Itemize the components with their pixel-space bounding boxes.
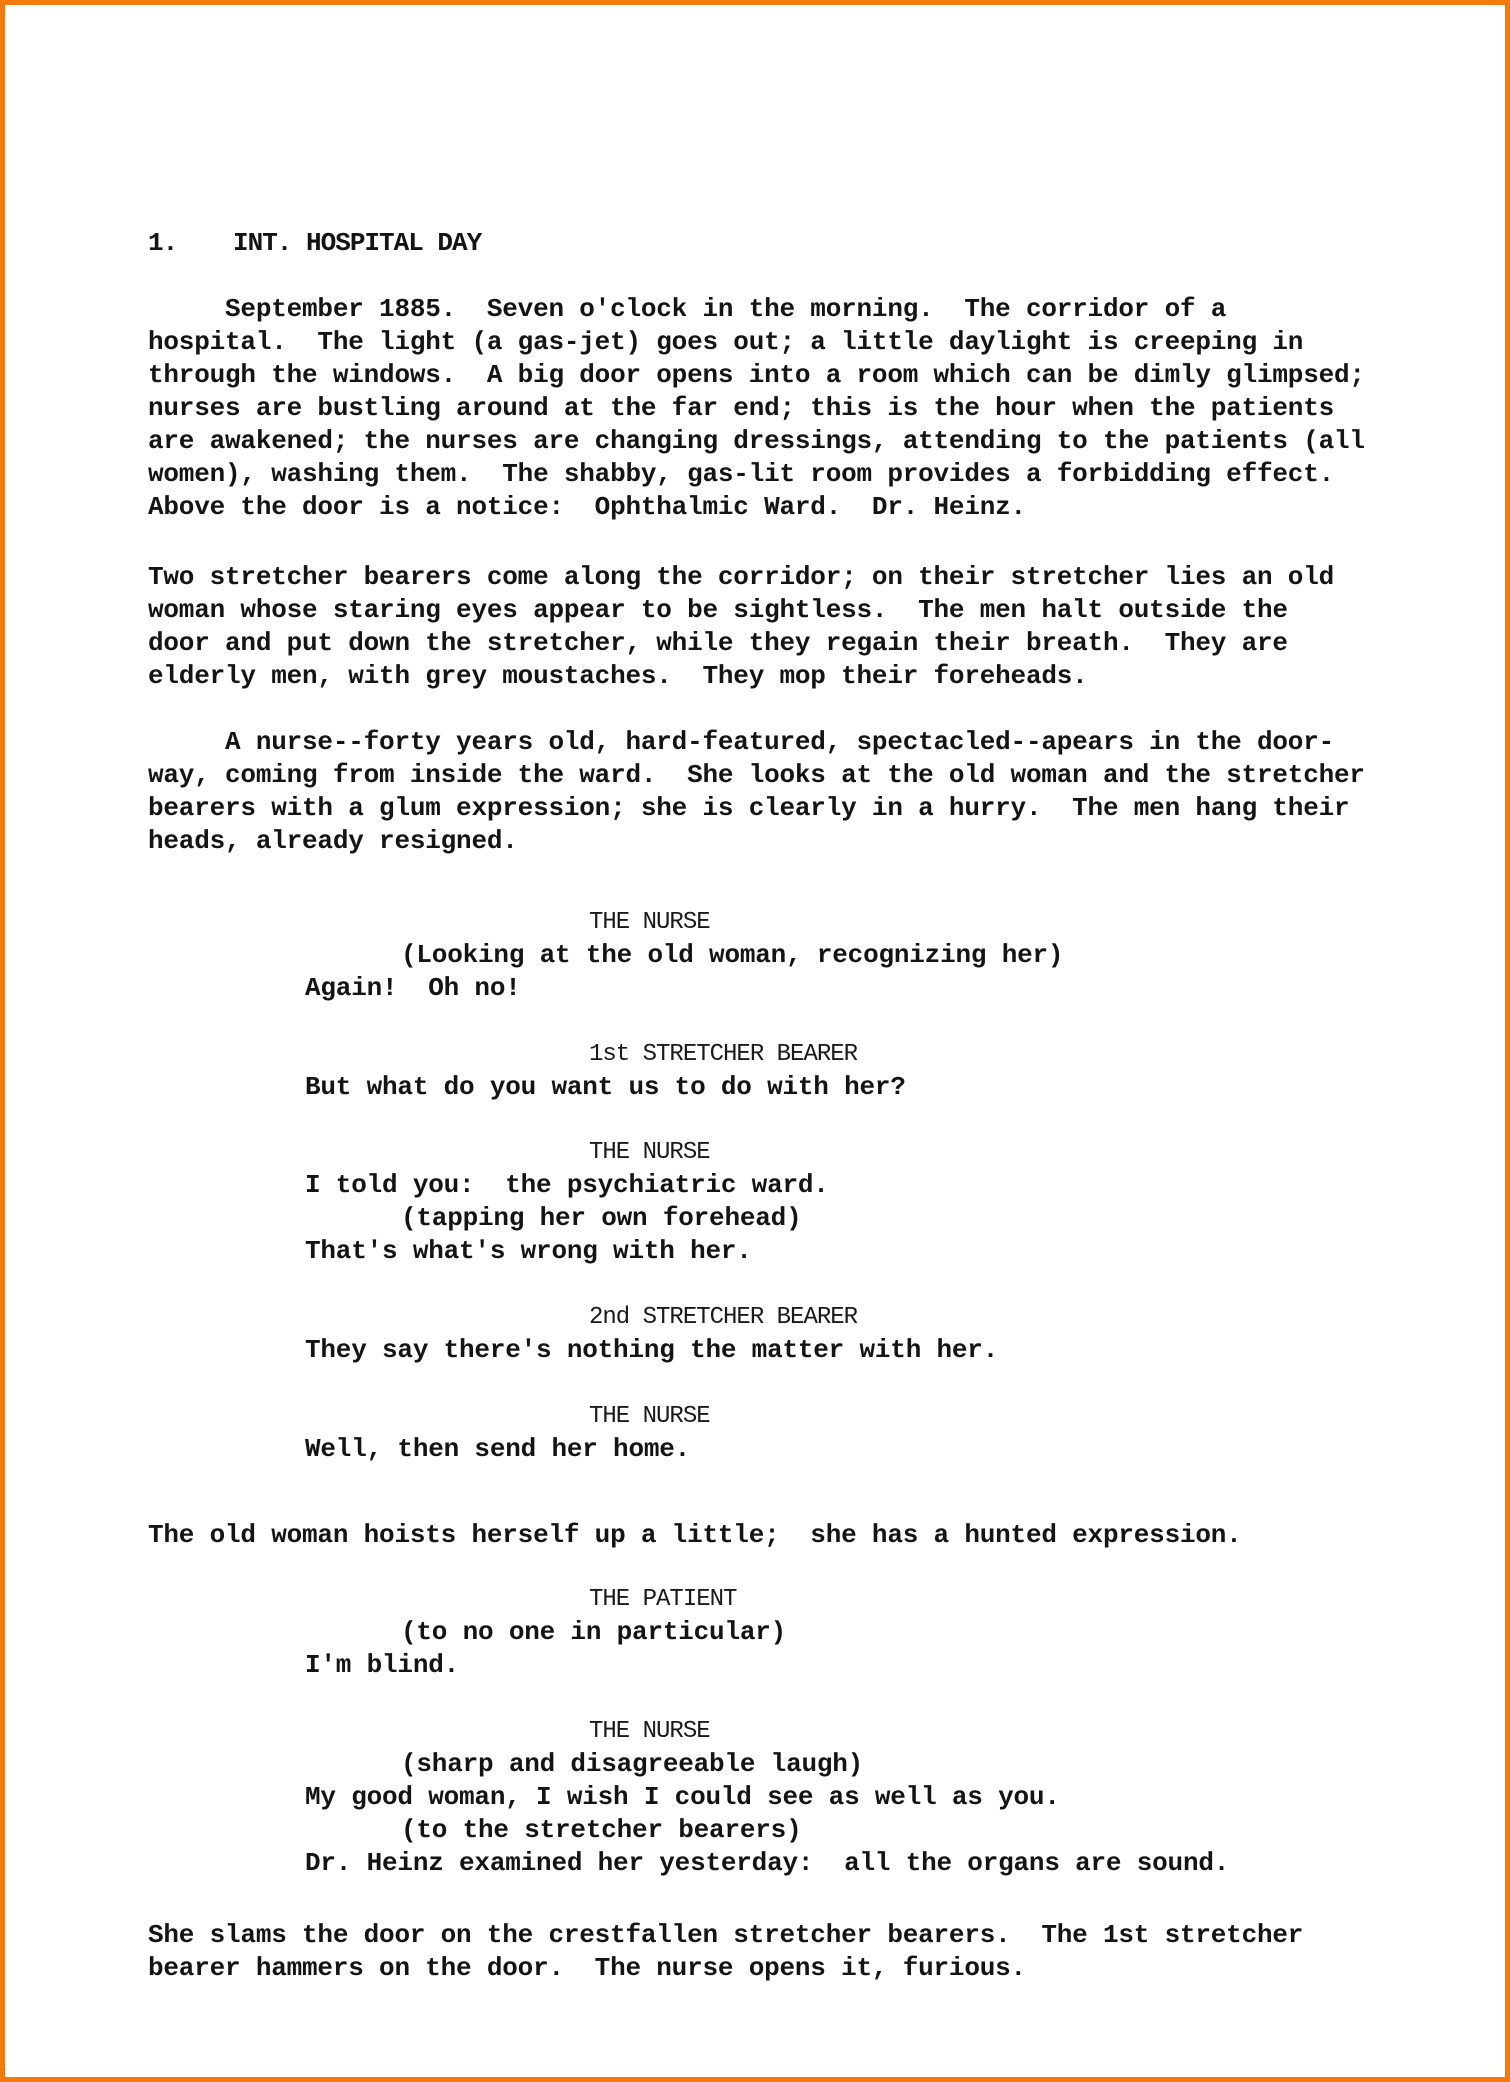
action-line: Above the door is a notice: Ophthalmic Ward. Dr. Heinz. [148, 492, 1026, 522]
character-cue: THE NURSE [589, 909, 710, 936]
parenthetical: (tapping her own forehead) [401, 1203, 802, 1233]
character-cue: THE PATIENT [589, 1586, 737, 1613]
action-line: nurses are bustling around at the far end; this is the hour when the patients [148, 393, 1334, 423]
character-cue: 1st STRETCHER BEARER [589, 1041, 858, 1068]
dialogue-line: I'm blind. [305, 1650, 460, 1680]
parenthetical: (Looking at the old woman, recognizing her) [401, 940, 1064, 970]
action-line: September 1885. Seven o'clock in the morning. The corridor of a [148, 294, 1227, 324]
action-line: women), washing them. The shabby, gas-lit room provides a forbidding effect. [148, 459, 1334, 489]
action-line: woman whose staring eyes appear to be sightless. The men halt outside the [148, 595, 1288, 625]
action-line: bearer hammers on the door. The nurse opens it, furious. [148, 1953, 1026, 1983]
dialogue-line: Dr. Heinz examined her yesterday: all the organs are sound. [305, 1848, 1230, 1878]
character-cue: THE NURSE [589, 1403, 710, 1430]
action-line: door and put down the stretcher, while they regain their breath. They are [148, 628, 1288, 658]
action-line: are awakened; the nurses are changing dressings, attending to the patients (all [148, 426, 1365, 456]
action-line: elderly men, with grey moustaches. They mop their foreheads. [148, 661, 1088, 691]
dialogue-line: But what do you want us to do with her? [305, 1072, 906, 1102]
scene-number: 1. [148, 228, 178, 258]
action-line: hospital. The light (a gas-jet) goes out; a little daylight is creeping in [148, 327, 1304, 357]
character-cue: 2nd STRETCHER BEARER [589, 1304, 858, 1331]
dialogue-line: Again! Oh no! [305, 973, 521, 1003]
action-line: way, coming from inside the ward. She looks at the old woman and the stretcher [148, 760, 1365, 790]
parenthetical: (to the stretcher bearers) [401, 1815, 802, 1845]
parenthetical: (sharp and disagreeable laugh) [401, 1749, 864, 1779]
dialogue-line: They say there's nothing the matter with her. [305, 1335, 999, 1365]
action-line: A nurse--forty years old, hard-featured, spectacled--apears in the door- [148, 727, 1334, 757]
scene-heading: INT. HOSPITAL DAY [233, 228, 482, 258]
dialogue-line: Well, then send her home. [305, 1434, 691, 1464]
action-line: bearers with a glum expression; she is clearly in a hurry. The men hang their [148, 793, 1350, 823]
dialogue-line: That's what's wrong with her. [305, 1236, 752, 1266]
character-cue: THE NURSE [589, 1718, 710, 1745]
dialogue-line: My good woman, I wish I could see as well as you. [305, 1782, 1060, 1812]
parenthetical: (to no one in particular) [401, 1617, 787, 1647]
dialogue-line: I told you: the psychiatric ward. [305, 1170, 829, 1200]
action-line: Two stretcher bearers come along the corridor; on their stretcher lies an old [148, 562, 1334, 592]
action-line: She slams the door on the crestfallen stretcher bearers. The 1st stretcher [148, 1920, 1304, 1950]
character-cue: THE NURSE [589, 1139, 710, 1166]
action-line: through the windows. A big door opens into a room which can be dimly glimpsed; [148, 360, 1365, 390]
action-line: The old woman hoists herself up a little; she has a hunted expression. [148, 1520, 1242, 1550]
action-line: heads, already resigned. [148, 826, 518, 856]
